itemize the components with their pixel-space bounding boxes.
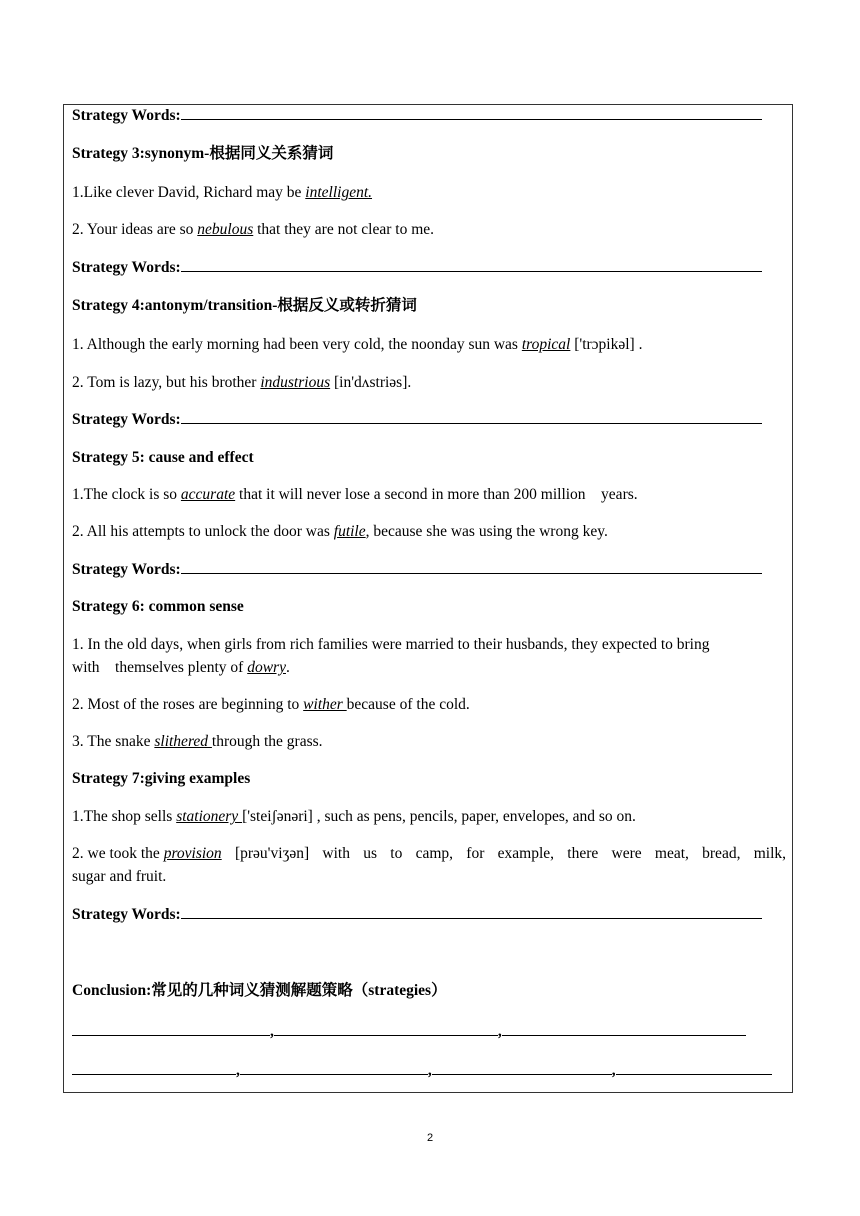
strategy-4-example-1: 1. Although the early morning had been very cold, the noonday sun was tropical ['trɔpikəl] . [72,336,643,353]
answer-blank[interactable] [72,1060,236,1075]
keyword: slithered [154,733,212,750]
keyword: industrious [260,374,331,391]
strategy-words-row-2 [72,257,762,279]
strategy-words-row-3 [72,409,762,431]
strategy-6-example-1b: with themselves plenty of dowry. [72,659,290,676]
keyword: tropical [521,336,571,353]
answer-blank[interactable] [502,1021,746,1036]
strategy-words-row-5 [72,904,762,926]
answer-blank[interactable] [181,409,762,424]
answer-blank[interactable] [181,904,762,919]
strategy-6-example-2: 2. Most of the roses are beginning to wither because of the cold. [72,696,470,713]
strategy-words-label: Strategy Words: [72,259,181,276]
strategy-words-label: Strategy Words: [72,107,181,124]
strategy-6-title: Strategy 6: common sense [72,598,244,615]
answer-blank[interactable] [274,1021,498,1036]
keyword: stationery [176,808,243,825]
keyword: nebulous [197,221,254,238]
conclusion-heading: Conclusion:常见的几种词义猜测解题策略（strategies） [72,982,447,999]
strategy-words-label: Strategy Words: [72,906,181,923]
strategy-words-label: Strategy Words: [72,411,181,428]
strategy-7-example-2a: 2. we took the provision [prəu'viʒən] with us to camp, for example, there were meat, bread, milk, [72,843,786,865]
answer-blank[interactable] [181,559,762,574]
conclusion-blanks-row-2: , , , [72,1060,772,1082]
keyword: intelligent. [305,184,373,201]
strategy-6-example-1a: 1. In the old days, when girls from rich families were married to their husbands, they expected to bring [72,636,710,653]
strategy-words-row-4 [72,559,762,581]
strategy-3-example-1: 1.Like clever David, Richard may be intelligent. [72,184,373,201]
strategy-7-example-1: 1.The shop sells stationery ['steiʃənəri] , such as pens, pencils, paper, envelopes, and so on. [72,808,636,825]
strategy-5-title: Strategy 5: cause and effect [72,449,254,466]
answer-blank[interactable] [181,257,762,272]
strategy-3-example-2: 2. Your ideas are so nebulous that they are not clear to me. [72,221,435,238]
strategy-7-title: Strategy 7:giving examples [72,770,251,787]
conclusion-blanks-row-1: , , [72,1021,746,1043]
page-number: 2 [426,1132,434,1144]
strategy-3-title: Strategy 3:synonym-根据同义关系猜词 [72,145,334,162]
strategy-4-title: Strategy 4:antonym/transition-根据反义或转折猜词 [72,297,417,314]
answer-blank[interactable] [240,1060,428,1075]
answer-blank[interactable] [432,1060,612,1075]
keyword: provision [163,845,222,862]
strategy-7-example-2b: sugar and fruit. [72,868,167,885]
strategy-5-example-2: 2. All his attempts to unlock the door was futile, because she was using the wrong key. [72,523,608,540]
answer-blank[interactable] [616,1060,772,1075]
strategy-5-example-1: 1.The clock is so accurate that it will never lose a second in more than 200 million years. [72,486,638,503]
keyword: accurate [180,486,236,503]
strategy-4-example-2: 2. Tom is lazy, but his brother industrious [in'dʌstriəs]. [72,374,412,391]
strategy-words-row-1 [72,105,762,127]
strategy-words-label: Strategy Words: [72,561,181,578]
keyword: dowry [247,659,286,676]
keyword: wither [303,696,347,713]
strategy-6-example-3: 3. The snake slithered through the grass. [72,733,323,750]
keyword: futile [333,523,366,540]
answer-blank[interactable] [72,1021,270,1036]
answer-blank[interactable] [181,105,762,120]
